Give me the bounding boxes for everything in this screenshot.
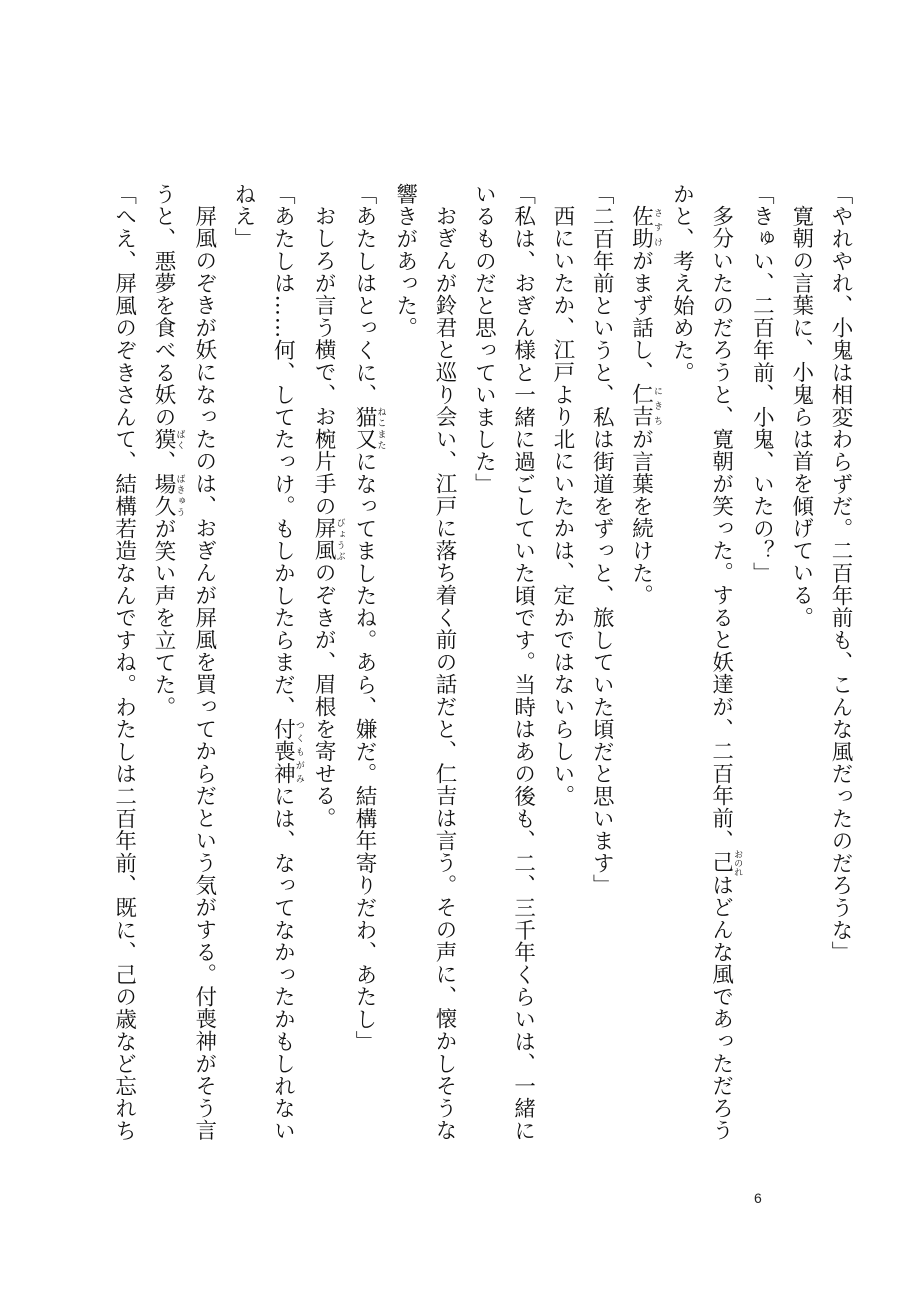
text-line: 「あたしは……何、してたっけ。もしかしたらまだ、付喪神つくもがみには、なってなかったかもしれない (270, 183, 304, 1142)
text-line: 屏風のぞきが妖になったのは、おぎんが屏風を買ってからだという気がする。付喪神がそう言 (191, 204, 217, 1142)
furigana: さすけ (652, 204, 663, 250)
text-line: 多分いたのだろうと、寛朝が笑った。すると妖達が、二百年前、己おのれはどんな風であっただろう (708, 204, 743, 1142)
furigana: おのれ (732, 848, 743, 876)
text-line: ねえ」 (231, 183, 257, 250)
furigana: にきち (652, 382, 663, 428)
ruby-word: 仁吉にきち (628, 382, 663, 428)
furigana: ばきゅう (174, 472, 185, 518)
furigana: びょうぶ (334, 516, 345, 562)
ruby-word: 獏ばく (150, 428, 185, 451)
ruby-word: 屏風びょうぶ (311, 516, 345, 562)
furigana: ばく (174, 428, 185, 451)
text-line: 「きゅい、二百年前、小鬼、いたの？」 (749, 183, 775, 585)
furigana: つくもがみ (293, 718, 304, 786)
text-line: 「あたしはとっくに、猫又ねこまたになってましたね。あら、嫌だ。結構年寄りだわ、あたし」 (351, 183, 386, 1053)
text-line: 「やれやれ、小鬼は相変わらずだ。二百年前も、こんな風だったのだろうな」 (828, 183, 853, 964)
text-line: うと、悪夢を食べる妖の獏ばく、場久ばきゅうが笑い声を立てた。 (150, 183, 185, 719)
text-line: 西にいたか、江戸より北にいたかは、定かではないらしい。 (549, 204, 575, 807)
page-number: 6 (754, 1190, 762, 1206)
text-line: 「二百年前というと、私は街道をずっと、旅していた頃だと思います」 (589, 183, 615, 897)
ruby-word: 猫又ねこまた (351, 406, 386, 451)
text-line: かと、考え始めた。 (669, 183, 695, 384)
ruby-word: 佐助さすけ (628, 204, 663, 250)
ruby-word: 場久ばきゅう (150, 472, 185, 518)
text-line: おぎんが鈴君と巡り会い、江戸に落ち着く前の話だと、仁吉は言う。その声に、懐かしそうな (432, 204, 458, 1142)
text-line: いるものだと思っていました」 (471, 183, 497, 496)
text-line: 「へえ、屏風のぞきさんて、結構若造なんですね。わたしは二百年前、既に、己の歳など忘れち (111, 183, 137, 1142)
text-line: 佐助さすけがまず話し、仁吉にきちが言葉を続けた。 (628, 204, 663, 606)
text-line: おしろが言う横で、お椀片手の屏風びょうぶのぞきが、眉根を寄せる。 (311, 204, 345, 829)
furigana: ねこまた (375, 406, 386, 451)
text-line: 響きがあった。 (392, 183, 418, 340)
text-line: 寛朝の言葉に、小鬼らは首を傾げている。 (788, 204, 814, 629)
ruby-word: 己おのれ (708, 848, 743, 876)
text-line: 「私は、おぎん様と一緒に過ごしていた頃です。当時はあの後も、二、三千年くらいは、一緒に (510, 183, 536, 1142)
ruby-word: 付喪神つくもがみ (270, 718, 304, 786)
vertical-text-body (104, 183, 860, 1143)
